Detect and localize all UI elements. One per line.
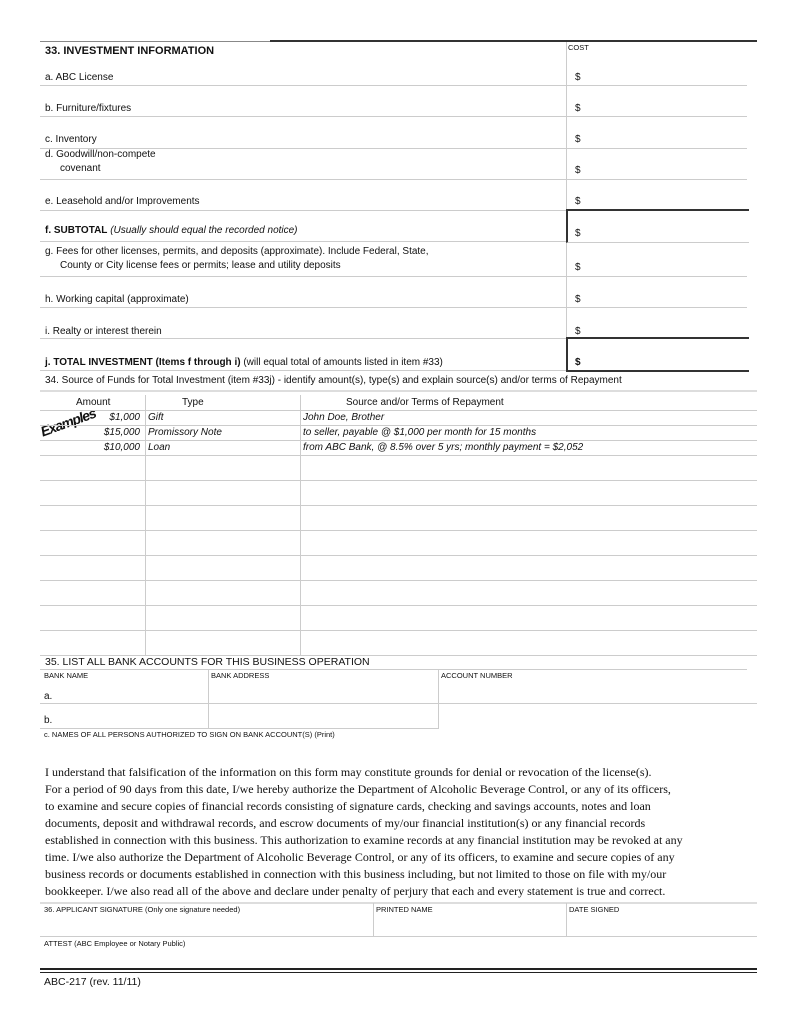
authorization-statement	[45, 764, 795, 900]
divider	[40, 116, 747, 117]
divider	[40, 276, 747, 277]
statement-line: time. I/we also authorize the Department of Alcoholic Beverage Control, or any of its officers, to examine and secure copies of any	[45, 850, 675, 864]
item-i-label: i. Realty or interest therein	[45, 326, 162, 337]
statement-line: I understand that falsification of the information on this form may constitute grounds for denial or revocation of the license(s).	[45, 765, 652, 779]
divider	[40, 307, 747, 308]
cost-h-input[interactable]: $	[575, 294, 581, 305]
item-f-label	[45, 225, 298, 236]
example-type: Gift	[148, 412, 164, 423]
printed-name-field[interactable]: PRINTED NAME	[376, 905, 433, 914]
bank-row-b-label[interactable]: b.	[44, 715, 53, 726]
divider	[40, 902, 757, 904]
cost-j-total-input[interactable]: $	[575, 357, 581, 368]
cost-a-input[interactable]: $	[575, 72, 581, 83]
source-header: Source and/or Terms of Repayment	[346, 397, 504, 408]
applicant-signature-field[interactable]: 36. APPLICANT SIGNATURE (Only one signature needed)	[44, 905, 241, 914]
item-d-label: d. Goodwill/non-compete	[45, 149, 156, 160]
item-f-label-note: (Usually should equal the recorded notice)	[110, 225, 298, 236]
cost-b-input[interactable]: $	[575, 103, 581, 114]
table-row[interactable]	[40, 630, 757, 631]
authorized-signers-label[interactable]: c. NAMES OF ALL PERSONS AUTHORIZED TO SIGN ON BANK ACCOUNT(S) (Print)	[44, 730, 335, 739]
statement-line: For a period of 90 days from this date, I/we hereby authorize the Department of Alcoholic Beverage Control, or any of its officers,	[45, 782, 671, 796]
item-j-label-bold: j. TOTAL INVESTMENT (Items f through i)	[45, 357, 241, 368]
examples-stamp: Examples	[38, 404, 98, 440]
divider	[40, 210, 566, 211]
table-row[interactable]	[40, 605, 757, 606]
bank-name-header: BANK NAME	[44, 671, 89, 680]
item-e-label: e. Leasehold and/or Improvements	[45, 196, 200, 207]
row-line	[40, 440, 757, 441]
subtotal-box	[566, 209, 749, 243]
column-divider	[373, 903, 374, 936]
example-amount: $15,000	[103, 427, 140, 438]
section-33-title: 33. INVESTMENT INFORMATION	[45, 45, 215, 57]
example-amount: $10,000	[103, 442, 140, 453]
item-c-label: c. Inventory	[45, 134, 97, 145]
section-35-title: 35. LIST ALL BANK ACCOUNTS FOR THIS BUSINESS OPERATION	[45, 656, 370, 668]
statement-line: documents, deposit and withdrawal records, and escrow documents of my/our financial institution(s) or any financial records	[45, 816, 646, 830]
example-source: to seller, payable @ $1,000 per month for 15 months	[303, 427, 537, 438]
account-number-header: ACCOUNT NUMBER	[441, 671, 513, 680]
item-g-label-2: County or City license fees or permits; lease and utility deposits	[60, 260, 341, 271]
divider	[40, 370, 566, 371]
item-j-label-note: (will equal total of amounts listed in item #33)	[243, 357, 443, 368]
item-b-label: b. Furniture/fixtures	[45, 103, 132, 114]
table-row[interactable]	[40, 580, 757, 581]
date-signed-field[interactable]: DATE SIGNED	[569, 905, 620, 914]
statement-line: established in connection with this business. This authorization to examine records at any financial institution may be revoked at any	[45, 833, 683, 847]
statement-line: business records or documents established in connection with this business including, but not limited to those on file with my/our	[45, 867, 667, 881]
cost-g-input[interactable]: $	[575, 262, 581, 273]
cost-header: COST	[568, 43, 589, 52]
row-line	[40, 455, 757, 456]
table-row[interactable]	[40, 480, 757, 481]
cost-e-input[interactable]: $	[575, 196, 581, 207]
divider	[40, 390, 757, 392]
cost-i-input[interactable]: $	[575, 326, 581, 337]
amount-header: Amount	[76, 397, 111, 408]
item-a-label: a. ABC License	[45, 72, 114, 83]
divider	[40, 936, 757, 937]
divider	[40, 338, 566, 339]
divider	[40, 241, 566, 242]
example-source: from ABC Bank, @ 8.5% over 5 yrs; monthly payment = $2,052	[303, 442, 584, 453]
divider	[40, 703, 757, 704]
table-row[interactable]	[40, 555, 757, 556]
column-divider	[438, 669, 439, 729]
example-amount: $1,000	[109, 412, 140, 423]
table-row[interactable]	[40, 530, 757, 531]
column-divider	[300, 395, 301, 655]
top-rule-thick	[270, 40, 757, 42]
total-investment-box	[566, 337, 749, 372]
divider	[40, 179, 747, 180]
example-source: John Doe, Brother	[303, 412, 385, 423]
example-type: Promissory Note	[148, 427, 222, 438]
divider	[40, 148, 747, 149]
cost-d-input[interactable]: $	[575, 165, 581, 176]
column-divider	[566, 903, 567, 936]
column-divider	[208, 669, 209, 729]
item-f-label-bold: f. SUBTOTAL	[45, 225, 108, 236]
cost-c-input[interactable]: $	[575, 134, 581, 145]
section-34-title: 34. Source of Funds for Total Investment (item #33j) - identify amount(s), type(s) and explain source(s) and/or terms of Repayment	[45, 375, 622, 386]
item-j-label	[45, 357, 443, 368]
cost-f-subtotal-input[interactable]: $	[575, 228, 581, 239]
item-d-label-2: covenant	[60, 163, 101, 174]
item-g-label: g. Fees for other licenses, permits, and deposits (approximate). Include Federal, State,	[45, 246, 429, 257]
type-header: Type	[182, 397, 204, 408]
footer-rule	[40, 968, 757, 970]
footer-rule	[40, 972, 757, 973]
row-line	[40, 425, 757, 426]
column-divider	[145, 395, 146, 655]
item-h-label: h. Working capital (approximate)	[45, 294, 189, 305]
divider	[40, 669, 747, 670]
statement-line: to examine and secure copies of financial records consisting of signature cards, checking and savings accounts, notes and loan	[45, 799, 651, 813]
divider	[40, 728, 438, 729]
divider	[40, 85, 747, 86]
example-type: Loan	[148, 442, 171, 453]
row-line	[40, 410, 757, 411]
top-rule	[40, 41, 270, 42]
attest-field[interactable]: ATTEST (ABC Employee or Notary Public)	[44, 939, 186, 948]
table-row[interactable]	[40, 505, 757, 506]
form-id: ABC-217 (rev. 11/11)	[44, 976, 141, 988]
cost-column-divider	[566, 241, 567, 338]
bank-row-a-label[interactable]: a.	[44, 691, 53, 702]
cost-column-divider	[566, 42, 567, 210]
bank-address-header: BANK ADDRESS	[211, 671, 270, 680]
statement-line: bookkeeper. I/we also read all of the above and declare under penalty of perjury that each and every statement is true and correct.	[45, 884, 666, 898]
